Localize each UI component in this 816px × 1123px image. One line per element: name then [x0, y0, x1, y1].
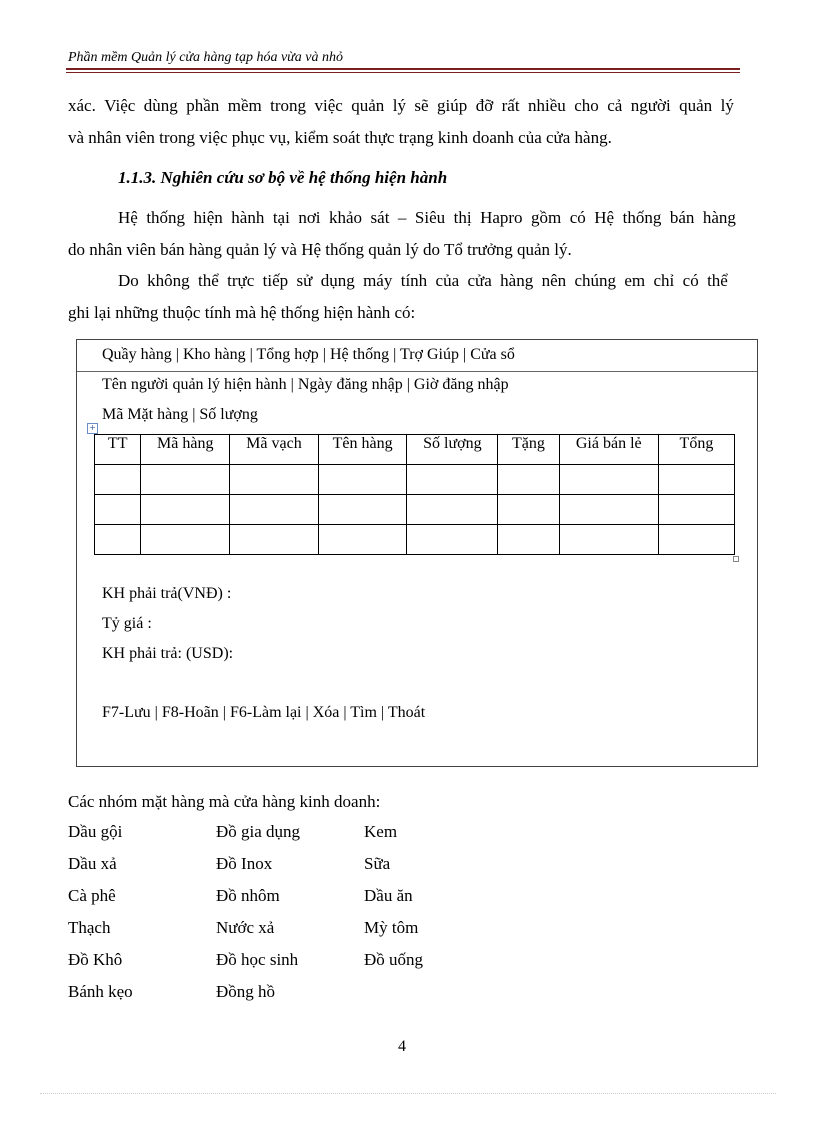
table-cell — [95, 525, 141, 555]
table-cell — [559, 465, 658, 495]
group-name: Đồ nhôm — [216, 886, 280, 905]
word: sử — [296, 271, 313, 290]
word: nơi — [298, 208, 321, 227]
word: thống — [146, 208, 186, 227]
word: rất — [501, 96, 520, 115]
word: khảo — [329, 208, 363, 227]
word: thị — [453, 208, 472, 227]
word: lý — [720, 96, 734, 115]
column-header: TT — [95, 435, 141, 465]
column-header: Giá bán lẻ — [559, 435, 658, 465]
word: sẽ — [414, 96, 429, 115]
table-cell — [407, 495, 498, 525]
word: cho — [574, 96, 599, 115]
column-header: Tổng — [658, 435, 734, 465]
group-name: Đồ học sinh — [216, 950, 299, 969]
table-cell — [559, 495, 658, 525]
items-table — [94, 434, 735, 555]
table-row — [95, 525, 735, 555]
group-name: Dầu xả — [68, 854, 117, 873]
group-name: Sữa — [364, 854, 391, 873]
table-cell — [141, 465, 230, 495]
table-cell — [141, 525, 230, 555]
form-pay-usd: KH phải trả: (USD): — [102, 645, 234, 662]
table-cell — [230, 495, 319, 525]
word: máy — [363, 271, 393, 290]
header-rule-thin — [66, 72, 740, 73]
para3-line1 — [118, 271, 728, 291]
word: mềm — [227, 96, 262, 115]
para1-line1 — [68, 96, 734, 116]
word: tiếp — [262, 271, 289, 290]
word: hàng — [500, 271, 534, 290]
menu-separator — [77, 371, 757, 372]
word: chỉ — [653, 271, 675, 290]
word: Việc — [104, 96, 136, 115]
table-cell — [498, 465, 559, 495]
word: nhiều — [528, 96, 566, 115]
word: cửa — [467, 271, 492, 290]
group-name: Nước xả — [216, 918, 275, 937]
table-cell — [95, 465, 141, 495]
table-resize-handle-icon — [733, 556, 739, 562]
word: nên — [541, 271, 567, 290]
table-cell — [658, 525, 734, 555]
column-header: Mã vạch — [230, 435, 319, 465]
word: Do — [118, 271, 139, 290]
para2-line1 — [118, 208, 736, 228]
group-name: Dầu gội — [68, 822, 123, 841]
table-cell — [658, 495, 734, 525]
table-cell — [407, 525, 498, 555]
groups-intro: Các nhóm mặt hàng mà cửa hàng kinh doanh: — [68, 792, 381, 811]
running-header: Phần mềm Quản lý cửa hàng tạp hóa vừa và nhỏ — [68, 50, 344, 65]
word: không — [147, 271, 190, 290]
word: gồm — [531, 208, 562, 227]
word: việc — [314, 96, 343, 115]
table-cell — [230, 525, 319, 555]
word: tại — [272, 208, 290, 227]
word: em — [624, 271, 646, 290]
word: trực — [227, 271, 255, 290]
word: dùng — [143, 96, 178, 115]
column-header: Mã hàng — [141, 435, 230, 465]
header-rule-thick — [66, 68, 740, 70]
form-action-bar: F7-Lưu | F8-Hoãn | F6-Làm lại | Xóa | Tìm | Thoát — [102, 704, 426, 721]
para1-line2: và nhân viên trong việc phục vụ, kiểm soát thực trạng kinh doanh của cửa hàng. — [68, 128, 612, 147]
section-heading: 1.1.3. Nghiên cứu sơ bộ về hệ thống hiện hành — [118, 168, 448, 187]
word: lý — [392, 96, 406, 115]
table-cell — [230, 465, 319, 495]
table-cell — [498, 525, 559, 555]
word: sát — [370, 208, 390, 227]
word: Hệ — [594, 208, 615, 227]
para3-line2: ghi lại những thuộc tính mà hệ thống hiện hành có: — [68, 303, 416, 322]
word: tính — [400, 271, 428, 290]
form-item-entry: Mã Mặt hàng | Số lượng — [102, 406, 258, 423]
form-menu-bar: Quầy hàng | Kho hàng | Tổng hợp | Hệ thống | Trợ Giúp | Cửa sổ — [102, 346, 515, 363]
word: cả — [607, 96, 623, 115]
table-move-handle-icon: + — [87, 423, 98, 434]
word: Hệ — [118, 208, 138, 227]
group-name: Cà phê — [68, 886, 116, 905]
word: xác. — [68, 96, 96, 115]
group-name: Thạch — [68, 918, 111, 937]
word: của — [435, 271, 460, 290]
group-name: Bánh kẹo — [68, 982, 133, 1001]
word: – — [397, 208, 407, 227]
table-cell — [318, 525, 407, 555]
page-number: 4 — [398, 1038, 406, 1055]
table-cell — [407, 465, 498, 495]
sales-form-mockup — [76, 339, 758, 767]
word: quản — [679, 96, 713, 115]
table-cell — [141, 495, 230, 525]
table-cell — [498, 495, 559, 525]
table-cell — [318, 465, 407, 495]
word: phần — [186, 96, 220, 115]
word: có — [682, 271, 699, 290]
group-name: Đồ Khô — [68, 950, 123, 969]
word: giúp — [437, 96, 468, 115]
word: chúng — [574, 271, 617, 290]
page-bottom-border — [40, 1093, 776, 1094]
word: thể — [707, 271, 728, 290]
word: người — [630, 96, 671, 115]
table-cell — [658, 465, 734, 495]
word: hiện — [193, 208, 223, 227]
group-name: Dầu ăn — [364, 886, 413, 905]
group-name: Đồ uống — [364, 950, 424, 969]
word: trong — [270, 96, 307, 115]
word: Siêu — [414, 208, 446, 227]
group-name: Đồng hồ — [216, 982, 276, 1001]
word: thống — [622, 208, 662, 227]
word: thể — [198, 271, 219, 290]
word: có — [569, 208, 586, 227]
column-header: Tặng — [498, 435, 559, 465]
group-name: Kem — [364, 822, 398, 841]
word: Hapro — [480, 208, 523, 227]
column-header: Số lượng — [407, 435, 498, 465]
table-row — [95, 495, 735, 525]
group-name: Mỳ tôm — [364, 918, 419, 937]
table-cell — [95, 495, 141, 525]
form-exchange-rate: Tỷ giá : — [102, 615, 152, 632]
column-header: Tên hàng — [318, 435, 407, 465]
table-row — [95, 465, 735, 495]
word: bán — [669, 208, 695, 227]
word: hàng — [702, 208, 736, 227]
word: đỡ — [475, 96, 494, 115]
para2-line2: do nhân viên bán hàng quản lý và Hệ thống quản lý do Tổ trưởng quản lý. — [68, 240, 572, 259]
form-pay-vnd: KH phải trả(VNĐ) : — [102, 585, 232, 602]
table-cell — [559, 525, 658, 555]
group-name: Đồ gia dụng — [216, 822, 301, 841]
table-cell — [318, 495, 407, 525]
word: quản — [351, 96, 385, 115]
word: dụng — [320, 271, 355, 290]
form-user-info: Tên người quản lý hiện hành | Ngày đăng nhập | Giờ đăng nhập — [102, 376, 509, 393]
group-name: Đồ Inox — [216, 854, 273, 873]
word: hành — [231, 208, 265, 227]
